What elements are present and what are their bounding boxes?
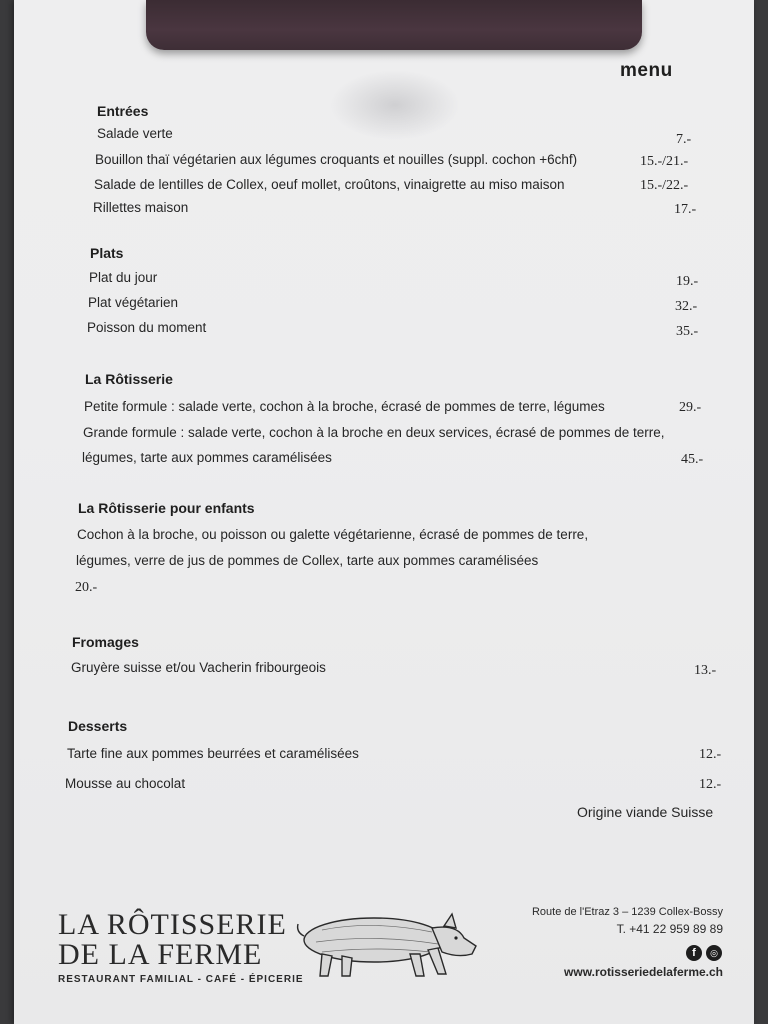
section-title-desserts: Desserts (68, 718, 128, 734)
menu-title: menu (620, 60, 673, 81)
list-item: Rillettes maison (93, 200, 189, 215)
list-item: Plat végétarien (88, 295, 179, 310)
facebook-icon[interactable]: f (686, 945, 702, 961)
section-title-plats: Plats (90, 245, 124, 261)
section-title-enfants: La Rôtisserie pour enfants (78, 500, 255, 516)
list-item: légumes, verre de jus de pommes de Collex, tarte aux pommes caramélisées (76, 553, 539, 568)
list-item: Poisson du moment (87, 320, 207, 335)
section-title-entrees: Entrées (97, 103, 149, 119)
section-title-rotisserie: La Rôtisserie (85, 371, 173, 387)
list-item: Tarte fine aux pommes beurrées et caramélisées (67, 746, 359, 761)
logo-line-1: LA RÔTISSERIE (58, 908, 287, 941)
item-price: 35.- (676, 324, 699, 339)
item-price: 17.- (674, 202, 697, 217)
list-item: Cochon à la broche, ou poisson ou galette végétarienne, écrasé de pommes de terre, (77, 527, 589, 542)
list-item: Gruyère suisse et/ou Vacherin fribourgeois (71, 660, 326, 675)
item-price: 15.-/21.- (640, 154, 689, 169)
list-item: Salade verte (97, 126, 173, 141)
item-price: 12.- (699, 777, 722, 792)
pig-icon (292, 910, 482, 982)
item-price: 45.- (681, 452, 704, 467)
instagram-icon[interactable]: ◎ (706, 945, 722, 961)
item-price: 13.- (694, 663, 717, 678)
item-price: 12.- (699, 747, 722, 762)
list-item: Bouillon thaï végétarien aux légumes croquants et nouilles (suppl. cochon +6chf) (95, 152, 578, 167)
logo-line-2: DE LA FERME (58, 938, 263, 971)
clipboard-clip (146, 0, 642, 50)
section-title-fromages: Fromages (72, 634, 139, 650)
list-item: Petite formule : salade verte, cochon à la broche, écrasé de pommes de terre, légumes (84, 399, 605, 414)
logo-tagline: RESTAURANT FAMILIAL - CAFÉ - ÉPICERIE (58, 974, 304, 985)
address-text: Route de l'Etraz 3 – 1239 Collex-Bossy (531, 906, 723, 918)
clipboard-shadow (330, 70, 460, 140)
item-price: 32.- (675, 299, 698, 314)
list-item: Mousse au chocolat (65, 776, 186, 791)
item-price: 7.- (676, 132, 692, 147)
phone-text: T. +41 22 959 89 89 (616, 922, 723, 936)
item-price: 29.- (679, 400, 702, 415)
item-price: 15.-/22.- (640, 178, 689, 193)
website-link[interactable]: www.rotisseriedelaferme.ch (564, 965, 723, 979)
list-item: Grande formule : salade verte, cochon à la broche en deux services, écrasé de pommes de terre, (83, 425, 665, 440)
list-item: Salade de lentilles de Collex, oeuf mollet, croûtons, vinaigrette au miso maison (94, 177, 565, 192)
list-item: légumes, tarte aux pommes caramélisées (82, 450, 332, 465)
list-item: Plat du jour (89, 270, 158, 285)
item-price: 20.- (75, 580, 98, 595)
origin-note: Origine viande Suisse (577, 804, 714, 820)
item-price: 19.- (676, 274, 699, 289)
